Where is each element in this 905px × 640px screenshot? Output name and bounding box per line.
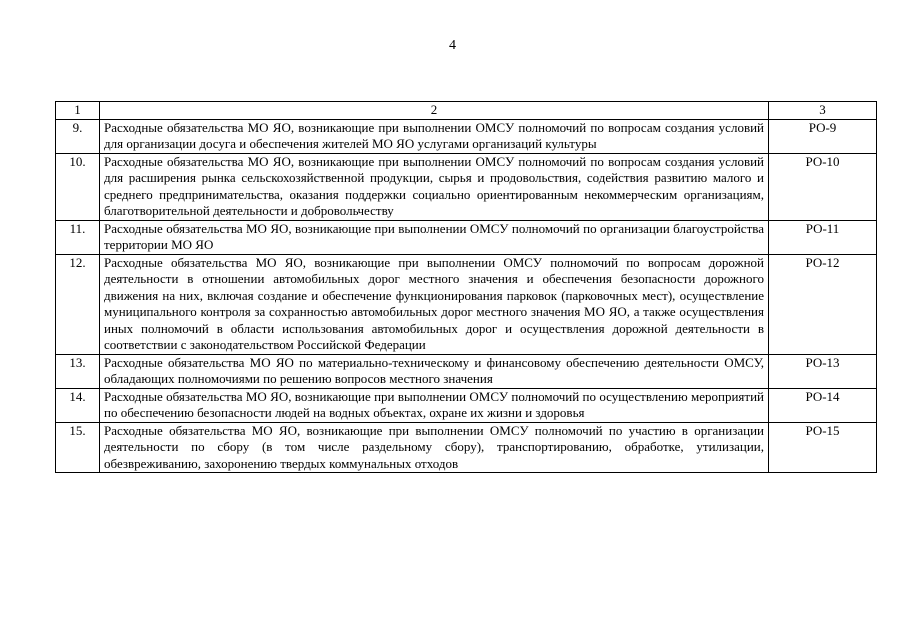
table-row [56,220,877,254]
table-row [56,388,877,422]
table-header-row [56,102,877,120]
row-code: РО-15 [769,422,877,473]
row-description: Расходные обязательства МО ЯО, возникающие при выполнении ОМСУ полномочий по организации благоустройства территории МО ЯО [100,220,769,254]
row-description: Расходные обязательства МО ЯО по материально-техническому и финансовому обеспечению деятельности ОМСУ, обладающих полномочиями по решению вопросов местного значения [100,354,769,388]
table-row [56,153,877,220]
header-cell-3: 3 [769,102,877,120]
row-number: 11. [56,220,100,254]
row-number: 14. [56,388,100,422]
row-description: Расходные обязательства МО ЯО, возникающие при выполнении ОМСУ полномочий по вопросам создания условий для расширения рынка сельскохозяйственной продукции, сырья и продовольствия, содействия развитию малого и среднего предпринимательства, оказания поддержки социально ориентированным некоммерческим организациям, благотворительной деятельности и добровольчеству [100,153,769,220]
row-code: РО-10 [769,153,877,220]
table-row [56,422,877,473]
row-code: РО-12 [769,254,877,354]
table-row [56,354,877,388]
row-number: 13. [56,354,100,388]
row-number: 12. [56,254,100,354]
row-description: Расходные обязательства МО ЯО, возникающие при выполнении ОМСУ полномочий по вопросам создания условий для организации досуга и обеспечения жителей МО ЯО услугами организаций культуры [100,119,769,153]
row-description: Расходные обязательства МО ЯО, возникающие при выполнении ОМСУ полномочий по участию в организации деятельности по сбору (в том числе раздельному сбору), транспортированию, обработке, утилизации, обезвреживанию, захоронению твердых коммунальных отходов [100,422,769,473]
row-code: РО-9 [769,119,877,153]
page-number: 4 [449,38,456,53]
row-code: РО-11 [769,220,877,254]
header-cell-1: 1 [56,102,100,120]
obligations-table [55,101,877,473]
row-number: 10. [56,153,100,220]
table-row [56,119,877,153]
row-code: РО-13 [769,354,877,388]
row-code: РО-14 [769,388,877,422]
table-row [56,254,877,354]
row-description: Расходные обязательства МО ЯО, возникающие при выполнении ОМСУ полномочий по вопросам дорожной деятельности в отношении автомобильных дорог местного значения и обеспечения безопасности дорожного движения на них, включая создание и обеспечение функционирования парковок (парковочных мест), осуществление муниципального контроля за сохранностью автомобильных дорог местного значения МО ЯО, а также осуществления иных полномочий в области использования автомобильных дорог и осуществления дорожной деятельности в соответствии с законодательством Российской Федерации [100,254,769,354]
row-number: 15. [56,422,100,473]
row-description: Расходные обязательства МО ЯО, возникающие при выполнении ОМСУ полномочий по осуществлению мероприятий по обеспечению безопасности людей на водных объектах, охране их жизни и здоровья [100,388,769,422]
header-cell-2: 2 [100,102,769,120]
row-number: 9. [56,119,100,153]
